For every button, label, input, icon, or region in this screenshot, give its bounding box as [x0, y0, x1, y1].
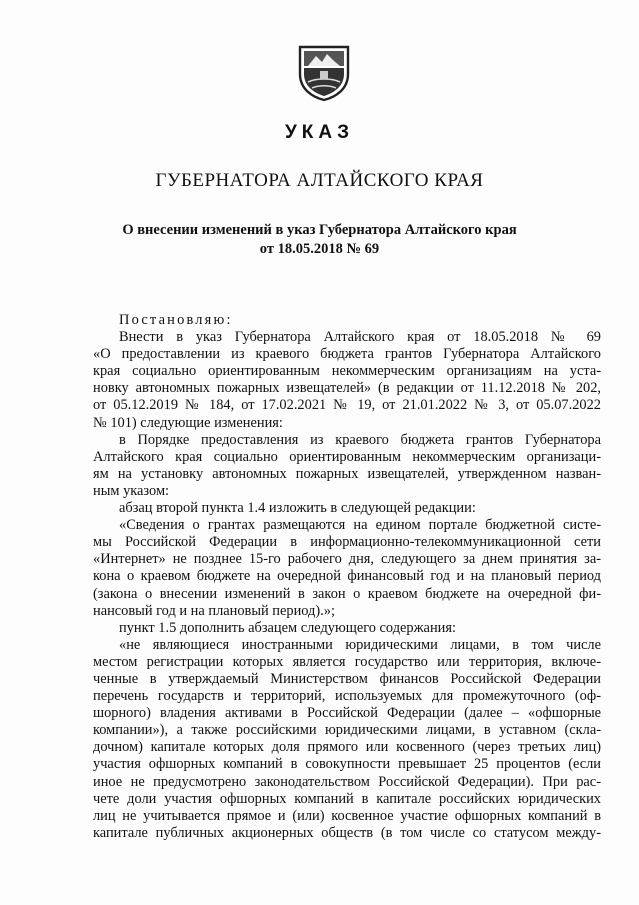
body-line: ям на установку автономных пожарных извещателей, утвержденном назван-	[93, 465, 601, 482]
body-line: от 05.12.2019 № 184, от 17.02.2021 № 19, от 21.01.2022 № 3, от 05.07.2022	[93, 397, 601, 414]
body-line: компании»), а также российскими юридическими лицами, в уставном (скла-	[93, 722, 601, 739]
body-line: Внести в указ Губернатора Алтайского края от 18.05.2018 № 69	[119, 329, 601, 346]
body-line: Алтайского края социально ориентированным некоммерческим организаци-	[93, 448, 601, 465]
body-line: «О предоставлении из краевого бюджета грантов Губернатора Алтайского	[93, 346, 601, 363]
body-line: капитале публичных акционерных обществ (в том числе со статусом между-	[93, 824, 601, 841]
body-line: абзац второй пункта 1.4 изложить в следующей редакции:	[119, 500, 476, 517]
body-line: кона о краевом бюджете на очередной финансовый год и на плановый период	[93, 568, 601, 585]
decree-title: УКАЗ	[284, 122, 355, 143]
body-line: местом регистрации которых является государство или территория, включе-	[93, 653, 601, 670]
body-line: иное не предусмотрено законодательством Российской Федерации). При рас-	[93, 773, 601, 790]
body-line: «не являющиеся иностранными юридическими лицами, в том числе	[119, 636, 601, 653]
body-line: дочном) капитале которых доля прямого или косвенного (через третьих лиц)	[93, 739, 601, 756]
subject-line: от 18.05.2018 № 69	[259, 241, 380, 257]
subject-line: О внесении изменений в указ Губернатора Алтайского края	[122, 222, 517, 238]
decree-subject	[0, 221, 639, 259]
body-line: участия офшорных компаний в совокупности превышает 25 процентов (если	[93, 756, 601, 773]
body-line: в Порядке предоставления из краевого бюджета грантов Губернатора	[119, 431, 601, 448]
body-line: мы Российской Федерации в информационно-телекоммуникационной сети	[93, 534, 601, 551]
body-line: новку автономных пожарных извещателей» (в редакции от 11.12.2018 № 202,	[93, 380, 601, 397]
body-line: перечень государств и территорий, используемых для промежуточного (оф-	[93, 688, 601, 705]
body-line: пункт 1.5 дополнить абзацем следующего содержания:	[119, 619, 456, 636]
body-line: ченные в утверждаемый Министерством финансов Российской Федерации	[93, 670, 601, 687]
decree-body	[93, 312, 601, 842]
body-line: лиц не учитывается прямое и (или) косвенное участие офшорных компаний в	[93, 807, 601, 824]
body-line: ным указом:	[93, 482, 170, 499]
body-line: «Интернет» не позднее 15-го рабочего дня, следующего за днем принятия за-	[93, 551, 601, 568]
body-line: нансовый год и на плановый период).»;	[93, 602, 335, 619]
body-line: шорного) владения активами в Российской Федерации (далее – «офшорные	[93, 705, 601, 722]
body-line: Постановляю:	[119, 312, 233, 328]
body-line: чете доли участия офшорных компаний в капитале российских юридических	[93, 790, 601, 807]
body-line: (закона о внесении изменений в закон о краевом бюджете на очередной фи-	[93, 585, 601, 602]
altai-krai-coat-of-arms-icon	[296, 44, 352, 102]
body-line: «Сведения о грантах размещаются на едином портале бюджетной систе-	[119, 517, 601, 534]
body-line: № 101) следующие изменения:	[93, 414, 283, 431]
issuer-title: ГУБЕРНАТОРА АЛТАЙСКОГО КРАЯ	[155, 170, 484, 191]
body-line: края социально ориентированным некоммерческим организациям на уста-	[93, 363, 601, 380]
